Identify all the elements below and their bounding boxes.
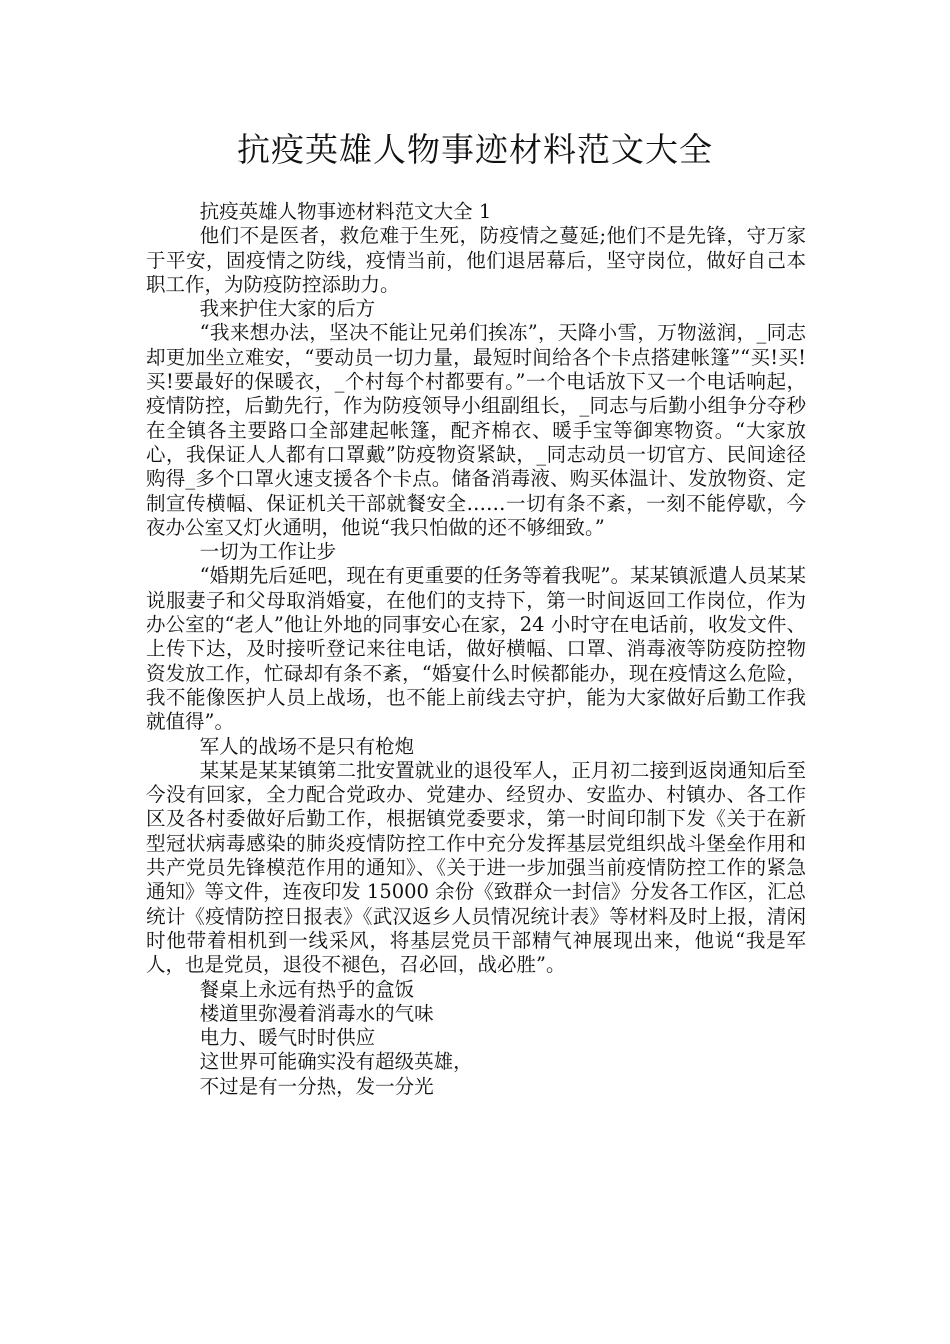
verse-line: 餐桌上永远有热乎的盒饭 xyxy=(199,977,415,1001)
section-heading-rear-guard: 我来护住大家的后方 xyxy=(199,297,376,321)
verse-line: 不过是有一分热，发一分光 xyxy=(199,1074,434,1098)
paragraph-soldier: 某某是某某镇第二批安置就业的退役军人，正月初二接到返岗通知后至今没有回家，全力配合党政办、党建办、经贸办、安监办、村镇办、各工作区及各村委做好后勤工作，根据镇党委要求，第一时间印制下发《关于在新型冠状病毒感染的肺炎疫情防控工作中充分发挥基层党组织战斗堡垒作用和共产党员先锋模范作用的通知》、《关于进一步加强当前疫情防控工作的紧急通知》等文件，连夜印发 15000 余份《致群众一封信》分发各工作区，汇总统计《疫情防控日报表》《武汉返乡人员情况统计表》等材料及时上报，清闲时他带着相机到一线采风，将基层党员干部精气神展现出来，他说“我是军人，也是党员，退役不褪色，召必回，战必胜”。 xyxy=(146,758,806,977)
verse-line: 这世界可能确实没有超级英雄， xyxy=(199,1050,473,1074)
document-title: 抗疫英雄人物事迹材料范文大全 xyxy=(237,130,713,169)
document-body xyxy=(146,200,806,1099)
section-heading-soldier: 军人的战场不是只有枪炮 xyxy=(199,734,415,758)
section-heading-work-first: 一切为工作让步 xyxy=(199,540,337,564)
verse-line: 电力、暖气时时供应 xyxy=(199,1026,376,1050)
verse-line: 楼道里弥漫着消毒水的气味 xyxy=(199,1001,434,1025)
paragraph-rear-guard: “我来想办法，坚决不能让兄弟们挨冻”，天降小雪，万物滋润，_同志却更加坐立难安，“要动员一切力量，最短时间给各个卡点搭建帐篷”“买!买!买!要最好的保暖衣，_个村每个村都要有。”一个电话放下又一个电话响起，疫情防控，后勤先行，作为防疫领导小组副组长，_同志与后勤小组争分夺秒在全镇各主要路口全部建起帐篷，配齐棉衣、暖手宝等御寒物资。“大家放心，我保证人人都有口罩戴”防疫物资紧缺，_同志动员一切官方、民间途径购得_多个口罩火速支援各个卡点。储备消毒液、购买体温计、发放物资、定制宣传横幅、保证机关干部就餐安全……一切有条不紊，一刻不能停歇，今夜办公室又灯火通明，他说“我只怕做的还不够细致。” xyxy=(146,321,806,539)
subtitle-heading: 抗疫英雄人物事迹材料范文大全 1 xyxy=(199,200,492,223)
intro-paragraph: 他们不是医者，救危难于生死，防疫情之蔓延;他们不是先锋，守万家于平安，固疫情之防线，疫情当前，他们退居幕后，坚守岗位，做好自己本职工作，为防疫防控添助力。 xyxy=(146,224,806,296)
paragraph-work-first: “婚期先后延吧，现在有更重要的任务等着我呢”。某某镇派遣人员某某说服妻子和父母取消婚宴，在他们的支持下，第一时间返回工作岗位，作为办公室的“老人”他让外地的同事安心在家，24 小时守在电话前，收发文件、上传下达，及时接听登记来往电话，做好横幅、口罩、消毒液等防疫防控物资发放工作，忙碌却有条不紊，“婚宴什么时候都能办，现在疫情这么危险，我不能像医护人员上战场，也不能上前线去守护，能为大家做好后勤工作我就值得”。 xyxy=(146,564,806,734)
